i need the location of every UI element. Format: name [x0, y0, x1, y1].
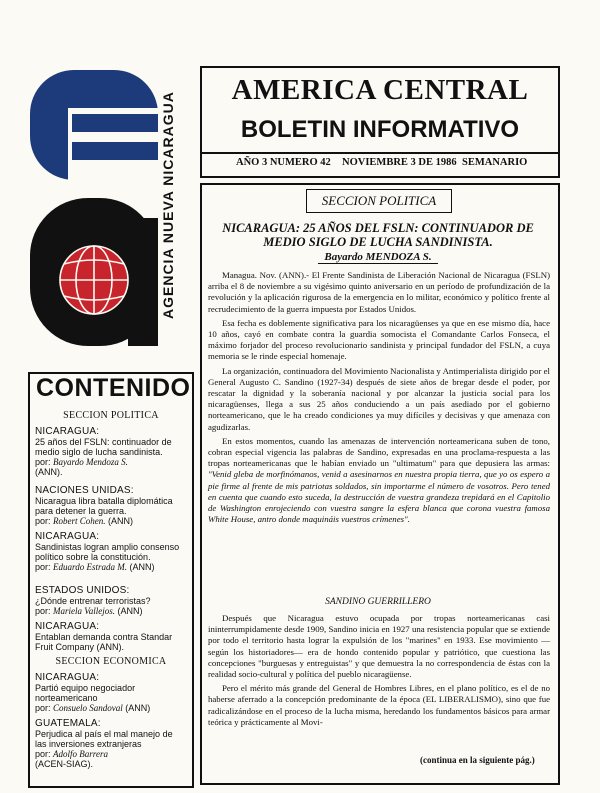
issue-date: NOVIEMBRE 3 DE 1986: [342, 157, 457, 168]
newsletter-subtitle: BOLETIN INFORMATIVO: [240, 116, 520, 143]
table-of-contents: [28, 372, 194, 788]
agency-name: AGENCIA NUEVA NICARAGUA: [160, 91, 176, 319]
article-author: Bayardo MENDOZA S.: [318, 251, 438, 264]
masthead: [200, 66, 560, 154]
toc-title: CONTENIDO: [36, 374, 191, 402]
globe-icon: [60, 246, 128, 314]
toc-section-economica: SECCION ECONOMICA: [55, 656, 167, 667]
logo-blue-letters: [30, 70, 158, 180]
article-headline: NICARAGUA: 25 AÑOS DEL FSLN: CONTINUADOR DE MEDIO SIGLO DE LUCHA SANDINISTA.: [222, 221, 534, 249]
subheading: SANDINO GUERRILLERO: [325, 597, 431, 607]
toc-section-politica: SECCION POLITICA: [63, 410, 159, 421]
toc-entry[interactable]: NICARAGUA: Entablan demanda contra Standar Fruit Company (ANN).: [35, 621, 173, 652]
article-body-2: [208, 613, 550, 731]
paragraph: La organización, continuadora del Movimiento Nacionalista y Antimperialista dirigido por el General Augusto C. Sandino (1927-34) después de siete años de bregar desde el poder, por rescatar la dignidad y la soberanía nacional y por alcanzar la justicia social para los nicaragüenses, llega a sus 25 años conduciendo a un país asediado por el gobierno norteamericano, que le ha creado condiciones ya muy difíciles y decisivas y que amenaza con agudizarlas.: [208, 365, 550, 432]
toc-entry[interactable]: NICARAGUA: Partió equipo negociador norteamericano por: Consuelo Sandoval (ANN): [35, 672, 151, 713]
newsletter-title: AMERICA CENTRAL: [231, 74, 529, 106]
toc-entry[interactable]: NICARAGUA: Sandinistas logran amplio consenso político sobre la constitución. por: Eduardo Estrada M. (ANN): [35, 531, 180, 572]
continued-note: (continua en la siguiente pág.): [420, 755, 535, 765]
issue-line: [200, 150, 560, 178]
section-tag: SECCION POLITICA: [306, 189, 452, 213]
sandino-quote: "Venid gleba de morfinómanos, venid a asesinarnos en nuestra propia tierra, que yo os espero a pie firme al frente de mis patriotas soldados, sin importarme el número de vosotros. Pero tened en cuenta que cuando esto suceda, la destrucción de vuestra grandeza trepidará en el Capitolio de Washington enrojeciendo con vuestra sangre la esfera blanca que corona vuestra famosa White House, antro donde maquináis vuestros crímenes".: [208, 469, 550, 525]
toc-entry[interactable]: ESTADOS UNIDOS: ¿Dónde entrenar terroristas? por: Mariela Vallejos. (ANN): [35, 585, 151, 616]
paragraph: En estos momentos, cuando las amenazas de intervención norteamericana suben de tono, cobran especial vigencia las palabras de Sandino, expresadas en una proclama-respuesta a las tropas norteamericanas que le habían enviado un "ultimatum" para que depusiera las armas: "Venid gleba de morfinómanos, venid a asesinarnos en nuestra propia tierra, que yo os espero a pie firme al frente de mis patriotas soldados, sin importarme el número de vosotros. Pero tened en cuenta que cuando esto suceda, la destrucción de vuestra grandeza trepidará en el Capitolio de Washington enrojeciendo con vuestra sangre la esfera blanca que corona vuestra famosa White House, antro donde maquináis vuestros crímenes".: [208, 435, 550, 525]
toc-entry[interactable]: GUATEMALA: Perjudica al país el mal manejo de las inversiones extranjeras por: Adolfo Barrera (ACEN-SIAG).: [35, 718, 173, 769]
paragraph: Managua. Nov. (ANN).- El Frente Sandinista de Liberación Nacional de Nicaragua (FSLN) arriba el 8 de noviembre a su vigésimo quinto aniversario en un período de profundización de la revolución y la aplicación rigurosa de la emergencia en lo militar, económico y político frente al recrudecimiento de la guerra impuesta por Estados Unidos.: [208, 270, 550, 314]
issue-frequency: SEMANARIO: [462, 157, 528, 168]
paragraph: Esa fecha es doblemente significativa para los nicaragüenses ya que en ese mismo día, hace 10 años, cayó en combate contra la guardia somocista el Comandante Carlos Fonseca, el máximo forjador del proceso revolucionario sandinista y principal fundador del FSLN, a cuya memoria se le rinde especial homenaje.: [208, 317, 550, 362]
toc-entry[interactable]: NACIONES UNIDAS: Nicaragua libra batalla diplomática para detener la guerra. por: Robert Cohen. (ANN): [35, 485, 173, 526]
issue-number: AÑO 3 NUMERO 42: [236, 157, 331, 168]
paragraph: Después que Nicaragua estuvo ocupada por tropas norteamericanas casi ininterrumpidamente desde 1909, Sandino inicia en 1927 una resistencia popular que se extiende por todo el territorio hasta lograr la expulsión de los "marines" en 1933. Ese movimiento —según los historiadores— era de hondo contenido popular y patriótico, que cuestiona las concepciones "burguesas y entreguistas" y que demuestra la no correspondencia de éstas con la realidad socio-cultural y política del pueblo nicaragüense.: [208, 613, 550, 680]
paragraph: Pero el mérito más grande del General de Hombres Libres, en el plano político, es el de no haberse aferrado a la concepción predominante de la época (EL LIBERALISMO), sino que fue radicalizándose en el proceso de la lucha misma, heredando los fundamentos básicos para armar teórica y prácticamente al Movi-: [208, 683, 550, 727]
toc-entry[interactable]: NICARAGUA: 25 años del FSLN: continuador de medio siglo de lucha sandinista. por: Bayardo Mendoza S. (ANN).: [35, 426, 172, 477]
article-body: [208, 270, 550, 528]
